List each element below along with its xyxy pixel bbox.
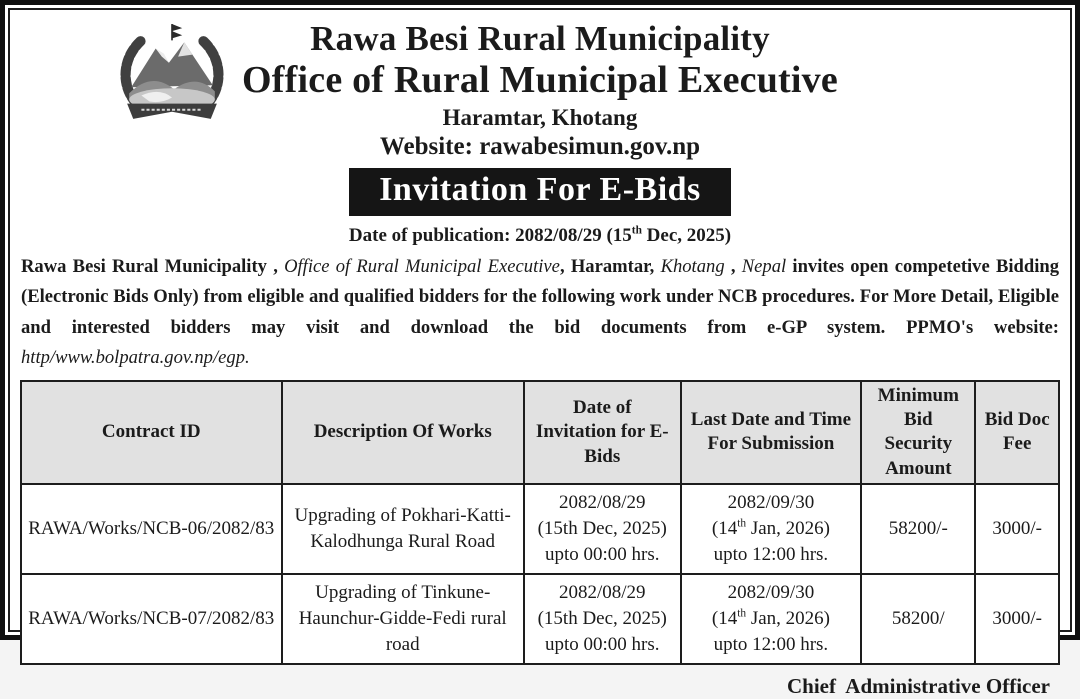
document-inner-border [8,8,1072,699]
table-row [21,574,1059,664]
col-header-bid-doc-fee: Bid Doc Fee [975,381,1059,484]
table-cell: 2082/08/29 (15th Dec, 2025) upto 00:00 hrs. [524,484,681,574]
table-cell: Upgrading of Tinkune- Haunchur-Gidde-Fedi rural road [282,574,524,664]
col-header-contract-id: Contract ID [21,381,282,484]
table-cell: 3000/- [975,574,1059,664]
table-cell: 58200/- [861,484,975,574]
org-location: Haramtar, Khotang [442,104,638,130]
org-name: Rawa Besi Rural Municipality [310,19,770,58]
table-cell: 2082/09/30 (14th Jan, 2026) upto 12:00 hrs. [681,574,862,664]
letterhead [20,18,1060,161]
table-cell: 2082/09/30 (14th Jan, 2026) upto 12:00 hrs. [681,484,862,574]
intro-paragraph: Rawa Besi Rural Municipality , Office of Rural Municipal Executive, Haramtar, Khotang , Nepal invites open competetive Bidding (Electronic Bids Only) from eligible and qualified bidders for the following work under NCB procedures. For More Detail, Eligible and interested bidders may visit and download the bid documents from e-GP system. PPMO's website: http/www.bolpatra.gov.np/egp. [21,255,1060,369]
col-header-submission-deadline: Last Date and Time For Submission [681,381,862,484]
org-website: Website: rawabesimun.gov.np [379,132,701,160]
table-cell: 58200/ [861,574,975,664]
publication-date: Date of publication: 2082/08/29 (15th Dec, 2025) [348,224,732,246]
table-cell: 2082/08/29 (15th Dec, 2025) upto 00:00 hrs. [524,574,681,664]
table-cell: RAWA/Works/NCB-06/2082/83 [21,484,282,574]
table-cell: 3000/- [975,484,1059,574]
col-header-invitation-date: Date of Invitation for E-Bids [524,381,681,484]
signature-line: Chief Administrative Officer [786,674,1050,699]
bid-table [20,380,1060,665]
col-header-description: Description Of Works [282,381,524,484]
banner-row [20,168,1060,216]
office-name: Office of Rural Municipal Executive [242,59,838,102]
notice-title-banner: Invitation For E-Bids [349,168,731,216]
table-cell: RAWA/Works/NCB-07/2082/83 [21,574,282,664]
table-cell: Upgrading of Pokhari-Katti- Kalodhunga Rural Road [282,484,524,574]
col-header-bid-security: Minimum Bid Security Amount [861,381,975,484]
nepal-emblem-logo-icon [108,22,236,124]
bid-table-body [21,484,1059,664]
table-header-row [21,381,1059,484]
table-row [21,484,1059,574]
